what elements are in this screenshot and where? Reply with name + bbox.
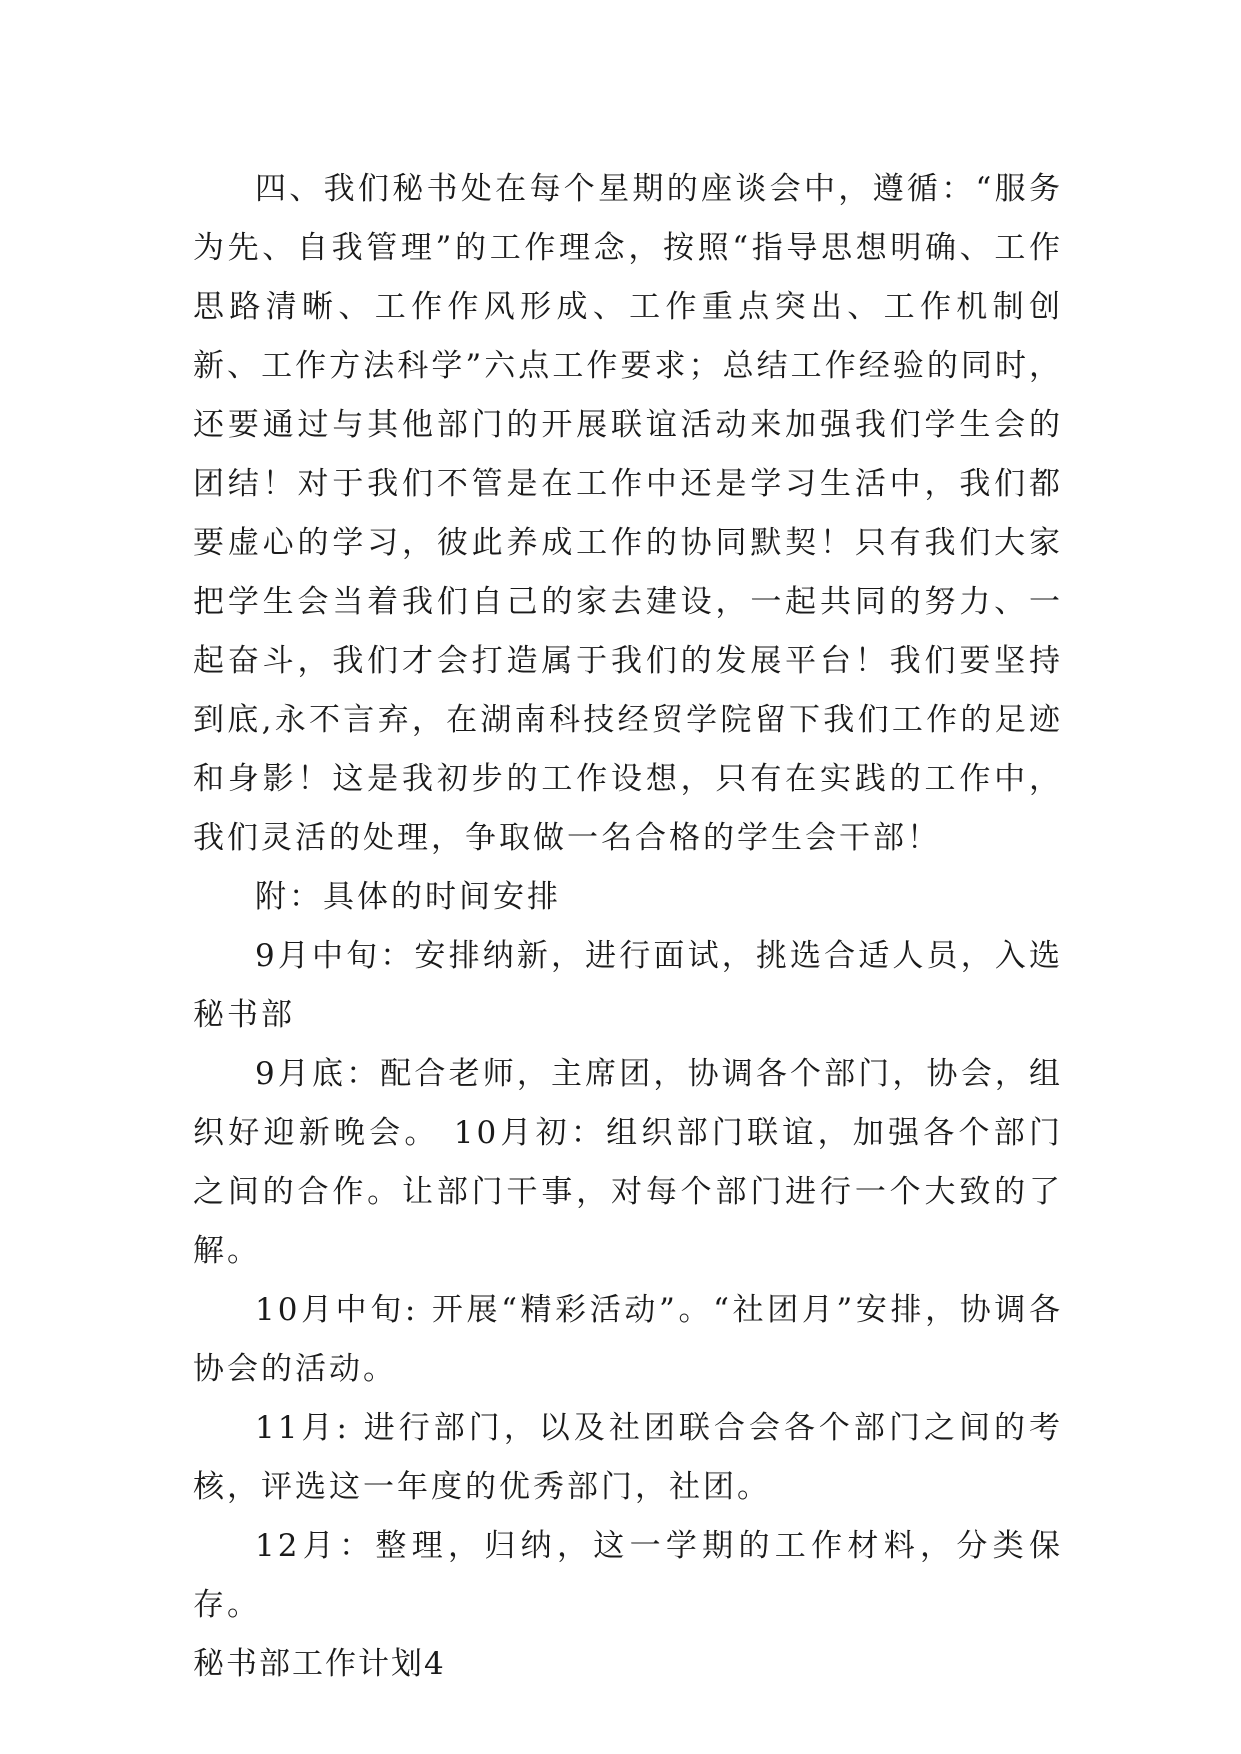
paragraph-schedule-sep-end: 9月底：配合老师，主席团，协调各个部门，协会，组织好迎新晚会。 10月初：组织部门联谊，加强各个部门之间的合作。让部门干事，对每个部门进行一个大致的了解。 <box>193 1056 1063 1269</box>
paragraph-schedule-dec: 12月：整理，归纳，这一学期的工作材料，分类保存。 <box>193 1528 1063 1623</box>
section-heading: 秘书部工作计划4 <box>193 1646 446 1682</box>
paragraph-work-philosophy: 四、我们秘书处在每个星期的座谈会中，遵循：“服务为先、自我管理”的工作理念，按照“指导思想明确、工作思路清晰、工作作风形成、工作重点突出、工作机制创新、工作方法科学”六点工作要求；总结工作经验的同时，还要通过与其他部门的开展联谊活动来加强我们学生会的团结！对于我们不管是在工作中还是学习生活中，我们都要虚心的学习，彼此养成工作的协同默契！只有我们大家把学生会当着我们自己的家去建设，一起共同的努力、一起奋斗，我们才会打造属于我们的发展平台！我们要坚持到底,永不言弃，在湖南科技经贸学院留下我们工作的足迹和身影！这是我初步的工作设想，只有在实践的工作中，我们灵活的处理，争取做一名合格的学生会干部！ <box>193 171 1063 856</box>
paragraph-schedule-sep-mid: 9月中旬：安排纳新，进行面试，挑选合适人员，入选秘书部 <box>193 938 1063 1033</box>
paragraph-schedule-nov: 11月: 进行部门，以及社团联合会各个部门之间的考核，评选这一年度的优秀部门，社团。 <box>193 1410 1063 1505</box>
paragraph-schedule-oct-mid: 10月中旬: 开展“精彩活动”。“社团月”安排，协调各协会的活动。 <box>193 1292 1063 1387</box>
paragraph-schedule-intro: 附：具体的时间安排 <box>255 879 561 915</box>
document-page <box>193 160 1063 1694</box>
